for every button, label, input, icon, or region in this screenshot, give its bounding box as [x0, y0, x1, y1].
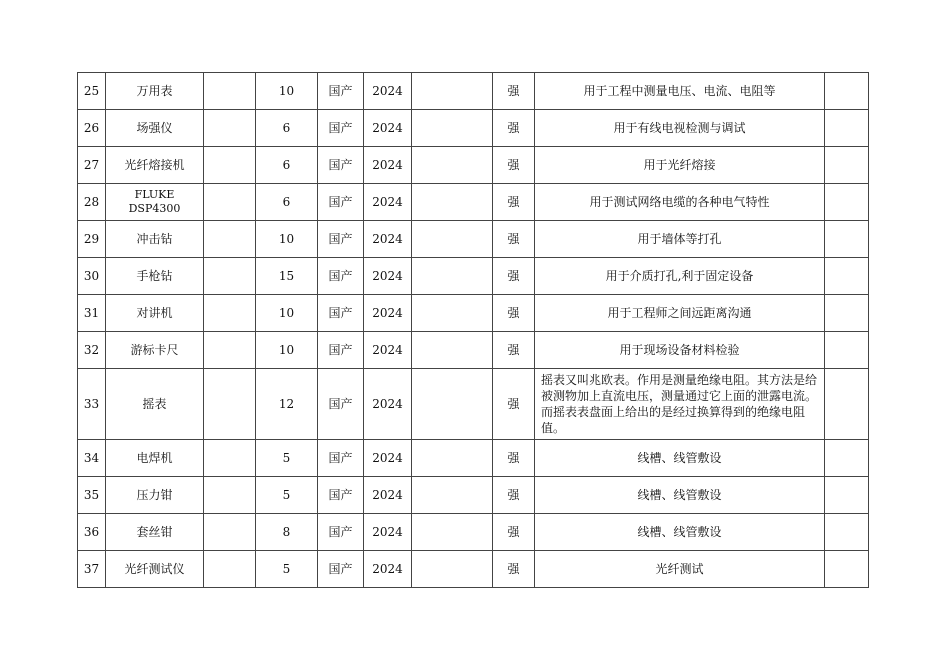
- year-cell: 2024: [364, 369, 412, 440]
- spec-cell: [204, 440, 256, 477]
- state-cell: 强: [493, 440, 535, 477]
- usage-cell: 用于光纤熔接: [535, 147, 825, 184]
- table-body: [78, 73, 869, 588]
- power-cell: [412, 147, 493, 184]
- row-number: 30: [78, 258, 106, 295]
- state-cell: 强: [493, 295, 535, 332]
- quantity-cell: 10: [256, 332, 318, 369]
- spec-cell: [204, 258, 256, 295]
- quantity-cell: 10: [256, 295, 318, 332]
- note-cell: [825, 295, 869, 332]
- usage-cell: 用于工程中测量电压、电流、电阻等: [535, 73, 825, 110]
- row-number: 32: [78, 332, 106, 369]
- origin-cell: 国产: [318, 440, 364, 477]
- power-cell: [412, 477, 493, 514]
- origin-cell: 国产: [318, 369, 364, 440]
- usage-cell: 线槽、线管敷设: [535, 477, 825, 514]
- table-row: [78, 369, 869, 440]
- equipment-name: 冲击钻: [106, 221, 204, 258]
- origin-cell: 国产: [318, 551, 364, 588]
- origin-cell: 国产: [318, 110, 364, 147]
- table-row: [78, 477, 869, 514]
- row-number: 26: [78, 110, 106, 147]
- note-cell: [825, 514, 869, 551]
- note-cell: [825, 369, 869, 440]
- year-cell: 2024: [364, 514, 412, 551]
- usage-cell: 用于现场设备材料检验: [535, 332, 825, 369]
- table-row: [78, 258, 869, 295]
- state-cell: 强: [493, 332, 535, 369]
- state-cell: 强: [493, 258, 535, 295]
- table-row: [78, 295, 869, 332]
- equipment-name: 摇表: [106, 369, 204, 440]
- origin-cell: 国产: [318, 184, 364, 221]
- power-cell: [412, 440, 493, 477]
- spec-cell: [204, 221, 256, 258]
- note-cell: [825, 110, 869, 147]
- table-row: [78, 551, 869, 588]
- power-cell: [412, 551, 493, 588]
- spec-cell: [204, 477, 256, 514]
- state-cell: 强: [493, 514, 535, 551]
- quantity-cell: 6: [256, 110, 318, 147]
- note-cell: [825, 440, 869, 477]
- table-row: [78, 110, 869, 147]
- year-cell: 2024: [364, 221, 412, 258]
- state-cell: 强: [493, 369, 535, 440]
- power-cell: [412, 258, 493, 295]
- usage-cell: 用于测试网络电缆的各种电气特性: [535, 184, 825, 221]
- spec-cell: [204, 110, 256, 147]
- quantity-cell: 6: [256, 147, 318, 184]
- quantity-cell: 5: [256, 440, 318, 477]
- spec-cell: [204, 332, 256, 369]
- year-cell: 2024: [364, 332, 412, 369]
- year-cell: 2024: [364, 440, 412, 477]
- row-number: 36: [78, 514, 106, 551]
- origin-cell: 国产: [318, 295, 364, 332]
- row-number: 25: [78, 73, 106, 110]
- usage-cell: 用于工程师之间远距离沟通: [535, 295, 825, 332]
- year-cell: 2024: [364, 147, 412, 184]
- spec-cell: [204, 551, 256, 588]
- origin-cell: 国产: [318, 477, 364, 514]
- row-number: 27: [78, 147, 106, 184]
- row-number: 29: [78, 221, 106, 258]
- power-cell: [412, 369, 493, 440]
- usage-cell: 线槽、线管敷设: [535, 514, 825, 551]
- year-cell: 2024: [364, 73, 412, 110]
- state-cell: 强: [493, 221, 535, 258]
- note-cell: [825, 258, 869, 295]
- row-number: 34: [78, 440, 106, 477]
- row-number: 35: [78, 477, 106, 514]
- quantity-cell: 5: [256, 477, 318, 514]
- state-cell: 强: [493, 184, 535, 221]
- power-cell: [412, 73, 493, 110]
- equipment-name: 场强仪: [106, 110, 204, 147]
- spec-cell: [204, 147, 256, 184]
- equipment-name: FLUKE DSP4300: [106, 184, 204, 221]
- usage-cell: 用于介质打孔,利于固定设备: [535, 258, 825, 295]
- year-cell: 2024: [364, 258, 412, 295]
- state-cell: 强: [493, 73, 535, 110]
- origin-cell: 国产: [318, 221, 364, 258]
- row-number: 33: [78, 369, 106, 440]
- quantity-cell: 12: [256, 369, 318, 440]
- equipment-name: 对讲机: [106, 295, 204, 332]
- power-cell: [412, 110, 493, 147]
- year-cell: 2024: [364, 110, 412, 147]
- spec-cell: [204, 295, 256, 332]
- quantity-cell: 8: [256, 514, 318, 551]
- quantity-cell: 10: [256, 221, 318, 258]
- usage-cell: 线槽、线管敷设: [535, 440, 825, 477]
- power-cell: [412, 221, 493, 258]
- row-number: 31: [78, 295, 106, 332]
- table-row: [78, 332, 869, 369]
- note-cell: [825, 147, 869, 184]
- origin-cell: 国产: [318, 514, 364, 551]
- equipment-name: 套丝钳: [106, 514, 204, 551]
- power-cell: [412, 295, 493, 332]
- equipment-name: 游标卡尺: [106, 332, 204, 369]
- state-cell: 强: [493, 477, 535, 514]
- usage-cell: 用于有线电视检测与调试: [535, 110, 825, 147]
- note-cell: [825, 332, 869, 369]
- note-cell: [825, 221, 869, 258]
- origin-cell: 国产: [318, 147, 364, 184]
- spec-cell: [204, 73, 256, 110]
- power-cell: [412, 184, 493, 221]
- table-row: [78, 184, 869, 221]
- quantity-cell: 10: [256, 73, 318, 110]
- state-cell: 强: [493, 147, 535, 184]
- usage-cell: 光纤测试: [535, 551, 825, 588]
- usage-cell: 用于墙体等打孔: [535, 221, 825, 258]
- note-cell: [825, 477, 869, 514]
- table-row: [78, 73, 869, 110]
- table-row: [78, 514, 869, 551]
- year-cell: 2024: [364, 295, 412, 332]
- power-cell: [412, 514, 493, 551]
- power-cell: [412, 332, 493, 369]
- state-cell: 强: [493, 551, 535, 588]
- origin-cell: 国产: [318, 73, 364, 110]
- state-cell: 强: [493, 110, 535, 147]
- quantity-cell: 6: [256, 184, 318, 221]
- spec-cell: [204, 369, 256, 440]
- equipment-name: 万用表: [106, 73, 204, 110]
- spec-cell: [204, 184, 256, 221]
- equipment-name: 光纤熔接机: [106, 147, 204, 184]
- table-row: [78, 147, 869, 184]
- note-cell: [825, 184, 869, 221]
- year-cell: 2024: [364, 477, 412, 514]
- spec-cell: [204, 514, 256, 551]
- equipment-table: [77, 72, 869, 588]
- origin-cell: 国产: [318, 332, 364, 369]
- note-cell: [825, 551, 869, 588]
- equipment-name: 电焊机: [106, 440, 204, 477]
- equipment-name: 压力钳: [106, 477, 204, 514]
- table-row: [78, 221, 869, 258]
- equipment-name: 手枪钻: [106, 258, 204, 295]
- origin-cell: 国产: [318, 258, 364, 295]
- year-cell: 2024: [364, 551, 412, 588]
- usage-cell: 摇表又叫兆欧表。作用是测量绝缘电阻。其方法是给被测物加上直流电压，测量通过它上面的泄露电流。而摇表表盘面上给出的是经过换算得到的绝缘电阻值。: [535, 369, 825, 440]
- row-number: 28: [78, 184, 106, 221]
- equipment-name: 光纤测试仪: [106, 551, 204, 588]
- quantity-cell: 15: [256, 258, 318, 295]
- row-number: 37: [78, 551, 106, 588]
- note-cell: [825, 73, 869, 110]
- quantity-cell: 5: [256, 551, 318, 588]
- year-cell: 2024: [364, 184, 412, 221]
- table-row: [78, 440, 869, 477]
